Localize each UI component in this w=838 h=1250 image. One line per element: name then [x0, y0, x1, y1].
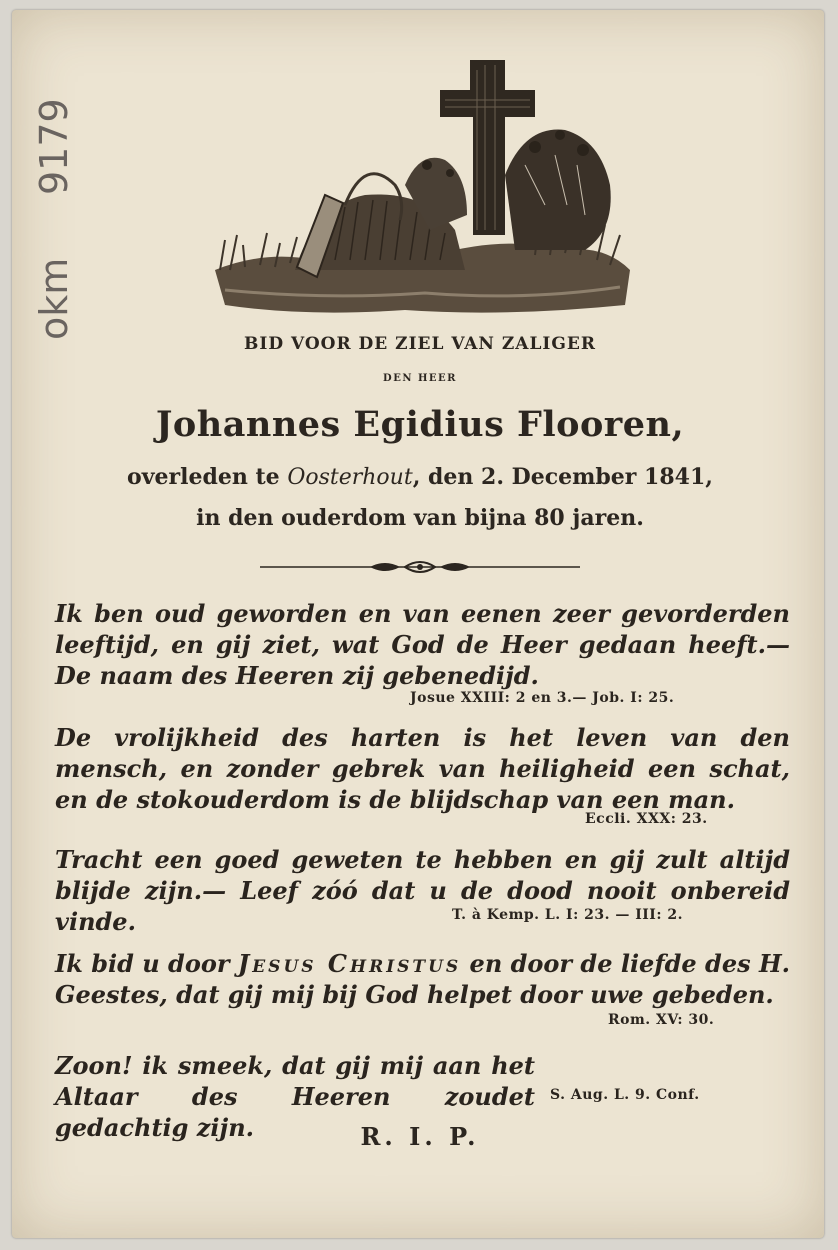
verse-2-ref: Eccli. XXX: 23. [585, 811, 708, 827]
verse-5-ref: S. Aug. L. 9. Conf. [550, 1087, 700, 1103]
verse-4-text-a: Ik bid u door [55, 949, 238, 978]
cross-grave-engraving-icon [205, 55, 635, 320]
verse-2: De vrolijkheid des harten is het leven van den mensch, en zonder gebrek van heiligheid een schat, en de stokouderdom is de blijdschap van een man. [55, 723, 790, 814]
archive-number: 9179 [32, 98, 76, 195]
closing-rip: R. I. P. [360, 1122, 480, 1151]
verse-1-ref: Josue XXIII: 2 en 3.— Job. I: 25. [410, 690, 675, 706]
verse-4-text-b: en door de liefde des H. Geestes, dat gij mij bij God helpet door uwe gebeden. [55, 949, 791, 1009]
archive-code: okm [32, 257, 76, 340]
divider-ornament-icon [260, 557, 580, 577]
death-place: Oosterhout [287, 465, 413, 490]
archive-pencil-marks [32, 70, 76, 340]
verse-4-holy-name: Jesus Christus [237, 949, 462, 978]
deceased-name: Johannes Egidius Flooren, [155, 404, 685, 445]
verse-4 [55, 948, 790, 1010]
verse-5: Zoon! ik smeek, dat gij mij aan het Altaar des Heeren zoudet gedachtig zijn. [55, 1051, 535, 1142]
age-line: in den ouderdom van bijna 80 jaren. [196, 505, 644, 531]
death-prefix: overleden te [127, 464, 288, 490]
death-line [40, 464, 800, 490]
prayer-heading: BID VOOR DE ZIEL VAN ZALIGER [244, 334, 596, 354]
honorific: DEN HEER [383, 373, 457, 384]
death-date: , den 2. December 1841, [412, 464, 713, 490]
verse-3-ref: T. à Kemp. L. I: 23. — III: 2. [452, 907, 684, 923]
verse-3: Tracht een goed geweten te hebben en gij zult altijd blijde zijn.— Leef zóó dat u de dood nooit onbereid vinde. [55, 845, 790, 936]
verse-1: Ik ben oud geworden en van eenen zeer gevorderden leeftijd, en gij ziet, wat God de Heer gedaan heeft.— De naam des Heeren zij gebenedijd. [55, 599, 790, 690]
verse-4-ref: Rom. XV: 30. [608, 1012, 715, 1028]
